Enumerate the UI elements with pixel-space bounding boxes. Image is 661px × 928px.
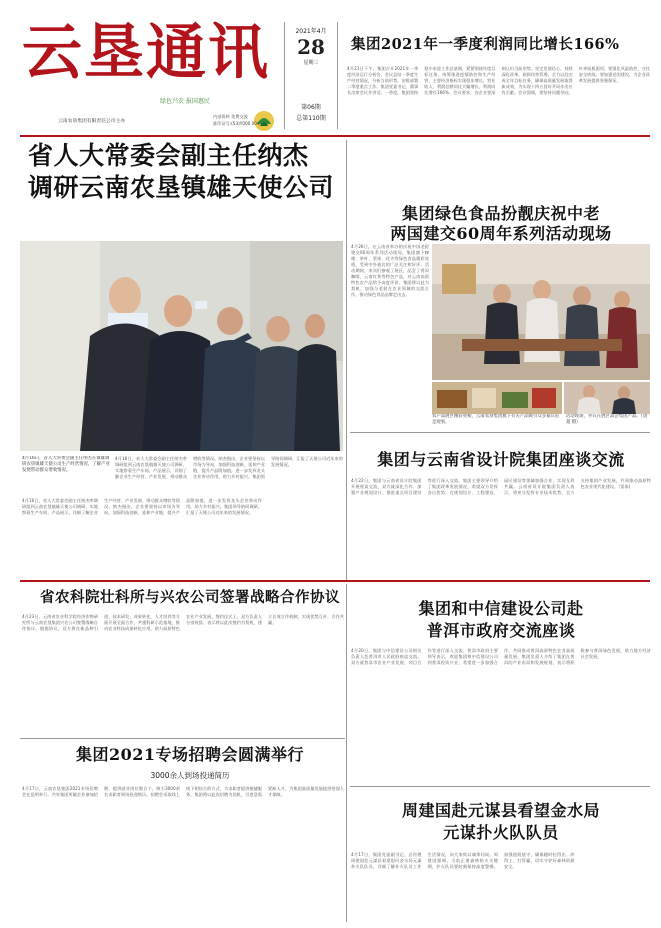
governor-headline-2: 调研云南农垦镇雄天使公司 bbox=[28, 173, 335, 202]
recruit-headline: 集团2021专场招聘会圆满举行 bbox=[75, 745, 305, 764]
green-photo-right bbox=[564, 382, 650, 414]
total-issue: 总第110期 bbox=[296, 115, 326, 122]
green-caption-right: 活动现场，外宾在展区品尝集团产品。（饶超 摄） bbox=[566, 414, 648, 426]
governor-headline-1: 省人大常委会副主任纳杰 bbox=[28, 141, 309, 170]
governor-photo bbox=[20, 241, 343, 451]
yuanmou-headline-2: 元谋扑火队队员 bbox=[443, 823, 559, 842]
green-photo-main bbox=[432, 244, 650, 380]
issue-number: 第06期 bbox=[301, 104, 321, 111]
yuanmou-headline-1: 周建国赴元谋县看望金水局 bbox=[401, 801, 600, 820]
column-divider-lower bbox=[346, 584, 347, 922]
governor-caption: 4月16日，省人大常委会副主任纳杰在镇雄调研农垦镇雄天使公司生产经营情况，了解产业发展带动群众增收情况。 bbox=[22, 456, 110, 474]
top-story-body: 4月21日下午，集团召开2021年一季度经济运行分析会，会议总结一季度生产经营情况，分析当前形势，安排部署二季度重点工作。集团党委书记、董事长出席会议并讲话。一季度，集团坚持稳中求进工作总基调，紧紧围绕年度目标任务，统筹推进疫情防控和生产经营，主要经济指标实现稳步增长，营业收入、利润总额同比大幅增长，利润同比增长166%。会议要求，各企业要深刻认识当前形势，坚定发展信心，持续深化改革，狠抓经营管理，全力以赴完成全年目标任务，确保高质量发展取得新成效，为实现十四五良好开局作出应有贡献。会议强调，要坚持问题导向，补齐短板弱项；要强化风险防控，守住安全底线；要加强党的建设，为企业改革发展提供坚强保证。 bbox=[347, 66, 650, 95]
zhongxin-headline-1: 集团和中信建设公司赴 bbox=[418, 599, 584, 618]
academy-body: 4月23日，云南省农业科学院经济作物研究所与云南农垦集团兴农公司签署战略合作协议。根据协议，双方将在新品种引进、技术研发、成果转化、人才培养等方面开展全面合作，共建科研示范基地，推动农业科技成果转化应用，助力高原特色农业产业发展。签约仪式上，双方负责人分别致辞，表示将以此次签约为契机，建立长效合作机制，实现优势互补、合作共赢。 bbox=[22, 614, 344, 631]
green-body: 4月26日，在云南省举办的庆祝中国老挝建交60周年系列活动现场，集团旗下咖啡、茶叶、坚果、花卉等绿色食品精彩亮相，受到中外嘉宾的广泛关注和好评。活动期间，来宾们参观了展区，品尝了普洱咖啡、云南红茶等特色产品，对云南高原特色农产品给予高度评价。集团将以此为契机，加强与老挝在农业领域的交流合作，推动绿色食品品牌走出去。 bbox=[351, 244, 429, 297]
zhongxin-body: 4月20日，集团与中信建设公司相关负责人赴普洱市人民政府座谈交流。双方就普洱市农业产业发展、项目合作等进行深入交流。普洱市政府主要领导表示，欢迎集团和中信建设公司到普洱投资兴业，希望进一步加强合作，共同推动普洱高原特色农业高质量发展。集团负责人介绍了集团在普洱的产业布局和发展规划，表示将积极参与普洱绿色发展，助力地方经济社会发展。 bbox=[351, 648, 651, 665]
divider-top bbox=[20, 135, 650, 137]
masthead-title: 云垦通讯 bbox=[22, 18, 270, 88]
divider-recruit bbox=[20, 738, 345, 739]
design-body: 4月22日，集团与云南省设计院集团开展座谈交流，双方就深化合作、加强产业规划设计、推进重点项目建设等进行深入交流。集团主要领导介绍了集团改革发展情况，希望双方发挥各自优势，在规划设计、工程建设、园区建设等领域加强合作，实现互利共赢。云南省设计院集团负责人表示，将充分发挥专业技术优势，全力支持集团产业发展，共同推动高原特色农业现代化建设。（雷泰) bbox=[351, 478, 651, 495]
recruit-subheadline: 3000余人到场投递简历 bbox=[150, 771, 230, 780]
zhongxin-headline-2: 普洱市政府交流座谈 bbox=[426, 621, 576, 640]
date-day: 28 bbox=[297, 35, 325, 59]
yuanmou-body: 4月17日，集团党委副书记、总经理周建国赴元谋县看望慰问金水局元谋扑火队队员，详细了解扑火队员工作生活情况，向大家致以诚挚问候。周建国强调，当前正值森林防火关键期，扑火队员要时刻保持高度警惕，加强值班值守，确保随时拉得出、冲得上、打得赢，切实守护好森林资源安全。 bbox=[351, 852, 575, 869]
governor-body-cont: 4月16日，省人大常委会副主任纳杰率调研组到云南农垦镇雄天使公司调研，实地察看生产车间、产品展示，详细了解企业生产经营、产业发展、带动群众增收等情况。纳杰指出，企业要坚持以市场为导向，加强科技创新，延伸产业链，提升产品附加值，进一步发挥龙头企业带动作用，助力乡村振兴。集团领导陪同调研，汇报了天使公司近年来的发展情况。 bbox=[115, 456, 343, 479]
academy-headline: 省农科院壮科所与兴农公司签署战略合作协议 bbox=[40, 589, 340, 606]
date-weekday: 星期三 bbox=[303, 60, 319, 66]
green-headline-2: 两国建交60周年系列活动现场 bbox=[390, 224, 612, 243]
green-caption-left: 农产品展区精彩亮相，云南农垦集团旗下有关产品吸引众多嘉宾驻足观看。 bbox=[432, 414, 560, 426]
divider-mid bbox=[20, 580, 650, 582]
masthead-emblem bbox=[251, 108, 277, 132]
top-story-headline: 集团2021年一季度利润同比增长166% bbox=[351, 36, 620, 53]
date-year-month: 2021年4月 bbox=[295, 28, 327, 35]
internal-note: 内部资料 免费交流 bbox=[213, 114, 248, 119]
masthead-slogan: 绿色兴农 报国惠民 bbox=[160, 98, 210, 105]
green-headline-1: 集团绿色食品扮靓庆祝中老 bbox=[401, 204, 600, 223]
divider-green bbox=[350, 432, 650, 433]
green-photo-left bbox=[432, 382, 562, 414]
divider-yuanmou bbox=[350, 786, 650, 787]
column-divider bbox=[346, 140, 347, 580]
recruit-body: 4月17日，云南农垦集团2021专场招聘会在昆明举行，共有集团所属企业参加招聘，提供就业岗位数百个，吸引3000余名求职者到场投递简历。招聘会采取线上线下相结合的方式，为求职者提供便捷服务。集团将以此次招聘为契机，引进急需紧缺人才，为集团高质量发展提供坚强人才保障。 bbox=[22, 786, 344, 797]
publisher-line: 云南农垦集团有限责任公司主办 bbox=[58, 119, 126, 124]
design-headline: 集团与云南省设计院集团座谈交流 bbox=[377, 450, 625, 469]
date-box bbox=[284, 22, 338, 129]
governor-body: 4月16日，省人大常委会副主任纳杰率调研组到云南农垦镇雄天使公司调研，实地察看生产车间、产品展示，详细了解企业生产经营、产业发展、带动群众增收等情况。纳杰指出，企业要坚持以市场为导向，加强科技创新，延伸产业链，提升产品附加值，进一步发挥龙头企业带动作用，助力乡村振兴。集团领导陪同调研，汇报了天使公司近年来的发展情况。 bbox=[22, 498, 262, 515]
license-note: 准印证号:(53)Y000 004 bbox=[213, 121, 260, 126]
